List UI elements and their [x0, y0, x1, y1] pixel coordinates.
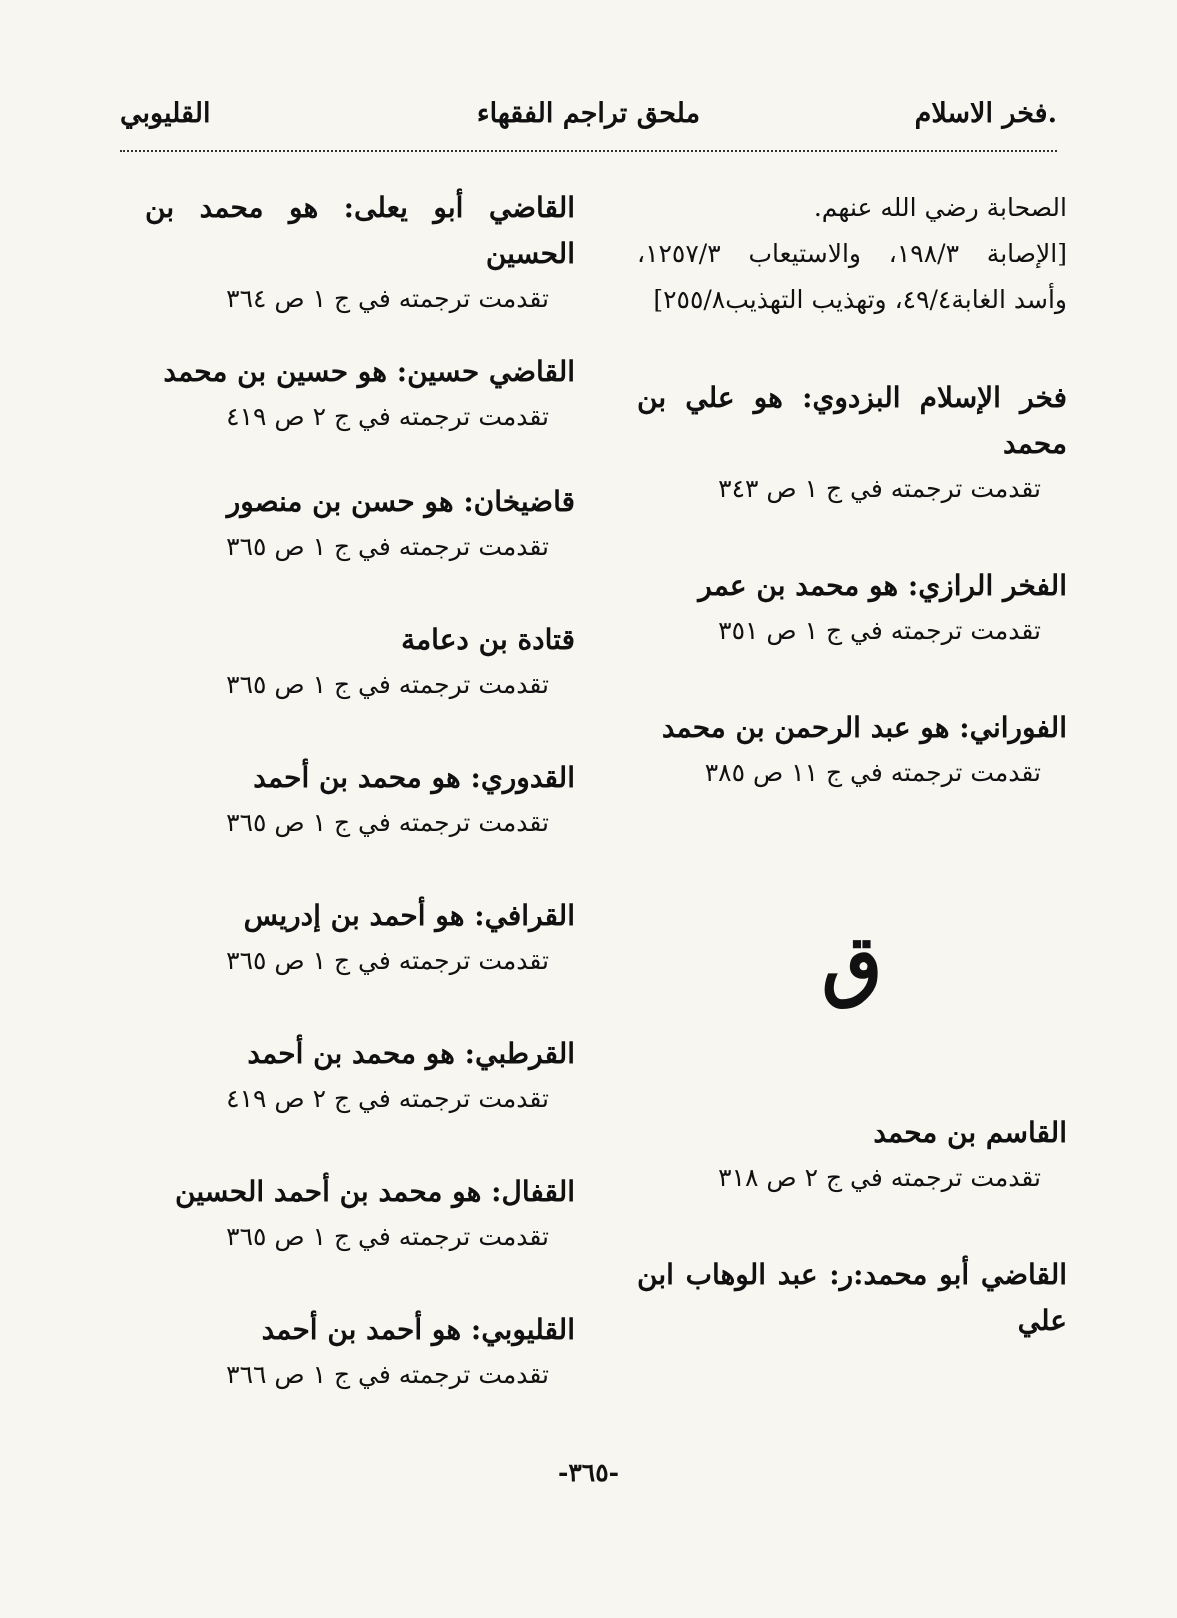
entry-reference: تقدمت ترجمته في ج ١ ص ٣٦٦ [226, 1360, 549, 1389]
entry-title: قاضيخان: هو حسن بن منصور [226, 485, 575, 518]
entry-title: الفخر الرازي: هو محمد بن عمر [698, 569, 1067, 602]
citation-paragraph: [الإصابة ١٩٨/٣، والاستيعاب ١٢٥٧/٣، وأسد الغابة٤٩/٤، وتهذيب التهذيب٢٥٥/٨] [637, 239, 1067, 314]
entry-title: القاضي أبو محمد:ر: عبد الوهاب ابن علي [637, 1258, 1067, 1337]
header-book-title: ملحق تراجم الفقهاء [476, 98, 701, 129]
entry-reference: تقدمت ترجمته في ج ٢ ص ٤١٩ [226, 1084, 549, 1113]
biography-entry [145, 893, 575, 983]
entry-title: القاسم بن محمد [873, 1116, 1067, 1149]
right-column [637, 185, 1067, 1344]
entry-title: القدوري: هو محمد بن أحمد [253, 761, 575, 794]
header-last-entry: القليوبي [120, 98, 211, 129]
entry-title: القليوبي: هو أحمد بن أحمد [261, 1313, 575, 1346]
entry-title: القاضي أبو يعلى: هو محمد بن الحسين [145, 191, 575, 270]
biography-entry [145, 755, 575, 845]
intro-line: الصحابة رضي الله عنهم. [813, 193, 1067, 222]
biography-entry [145, 617, 575, 707]
entry-title: قتادة بن دعامة [401, 623, 575, 656]
entry-reference: تقدمت ترجمته في ج ١ ص ٣٦٥ [226, 1222, 549, 1251]
biography-entry [145, 1169, 575, 1259]
entry-reference: تقدمت ترجمته في ج ١ ص ٣٦٥ [226, 946, 549, 975]
biography-entry [145, 479, 575, 569]
entry-reference: تقدمت ترجمته في ج ١ ص ٣٦٤ [226, 284, 549, 313]
entry-reference: تقدمت ترجمته في ج ٢ ص ٣١٨ [718, 1163, 1041, 1192]
entry-title: القفال: هو محمد بن أحمد الحسين [175, 1175, 575, 1208]
page-number: -٣٦٥- [557, 1458, 620, 1487]
entry-reference: تقدمت ترجمته في ج ١١ ص ٣٨٥ [704, 758, 1041, 787]
biography-entry [637, 705, 1067, 795]
biography-entry [637, 563, 1067, 653]
entry-reference: تقدمت ترجمته في ج ١ ص ٣٤٣ [718, 474, 1041, 503]
biography-entry [145, 1031, 575, 1121]
biography-entry [637, 375, 1067, 511]
entry-title: الفوراني: هو عبد الرحمن بن محمد [661, 711, 1067, 744]
entry-reference: تقدمت ترجمته في ج ١ ص ٣٥١ [718, 616, 1041, 645]
entry-reference: تقدمت ترجمته في ج ٢ ص ٤١٩ [226, 402, 549, 431]
biography-entry [637, 1110, 1067, 1200]
entry-title: فخر الإسلام البزدوي: هو علي بن محمد [637, 381, 1067, 460]
biography-entry [145, 1307, 575, 1397]
entry-reference: تقدمت ترجمته في ج ١ ص ٣٦٥ [226, 670, 549, 699]
header-section-title: .فخر الاسلام [914, 98, 1057, 129]
biography-entry [145, 185, 575, 321]
entry-title: القرطبي: هو محمد بن أحمد [247, 1037, 575, 1070]
left-column [145, 185, 575, 1397]
entry-title: القرافي: هو أحمد بن إدريس [243, 899, 575, 932]
section-letter: ق [821, 919, 883, 1010]
biography-entry [145, 349, 575, 439]
header-divider [120, 150, 1057, 152]
entry-reference: تقدمت ترجمته في ج ١ ص ٣٦٥ [226, 808, 549, 837]
biography-entry [637, 1252, 1067, 1344]
entry-reference: تقدمت ترجمته في ج ١ ص ٣٦٥ [226, 532, 549, 561]
running-header [120, 98, 1057, 146]
entry-title: القاضي حسين: هو حسين بن محمد [163, 355, 575, 388]
